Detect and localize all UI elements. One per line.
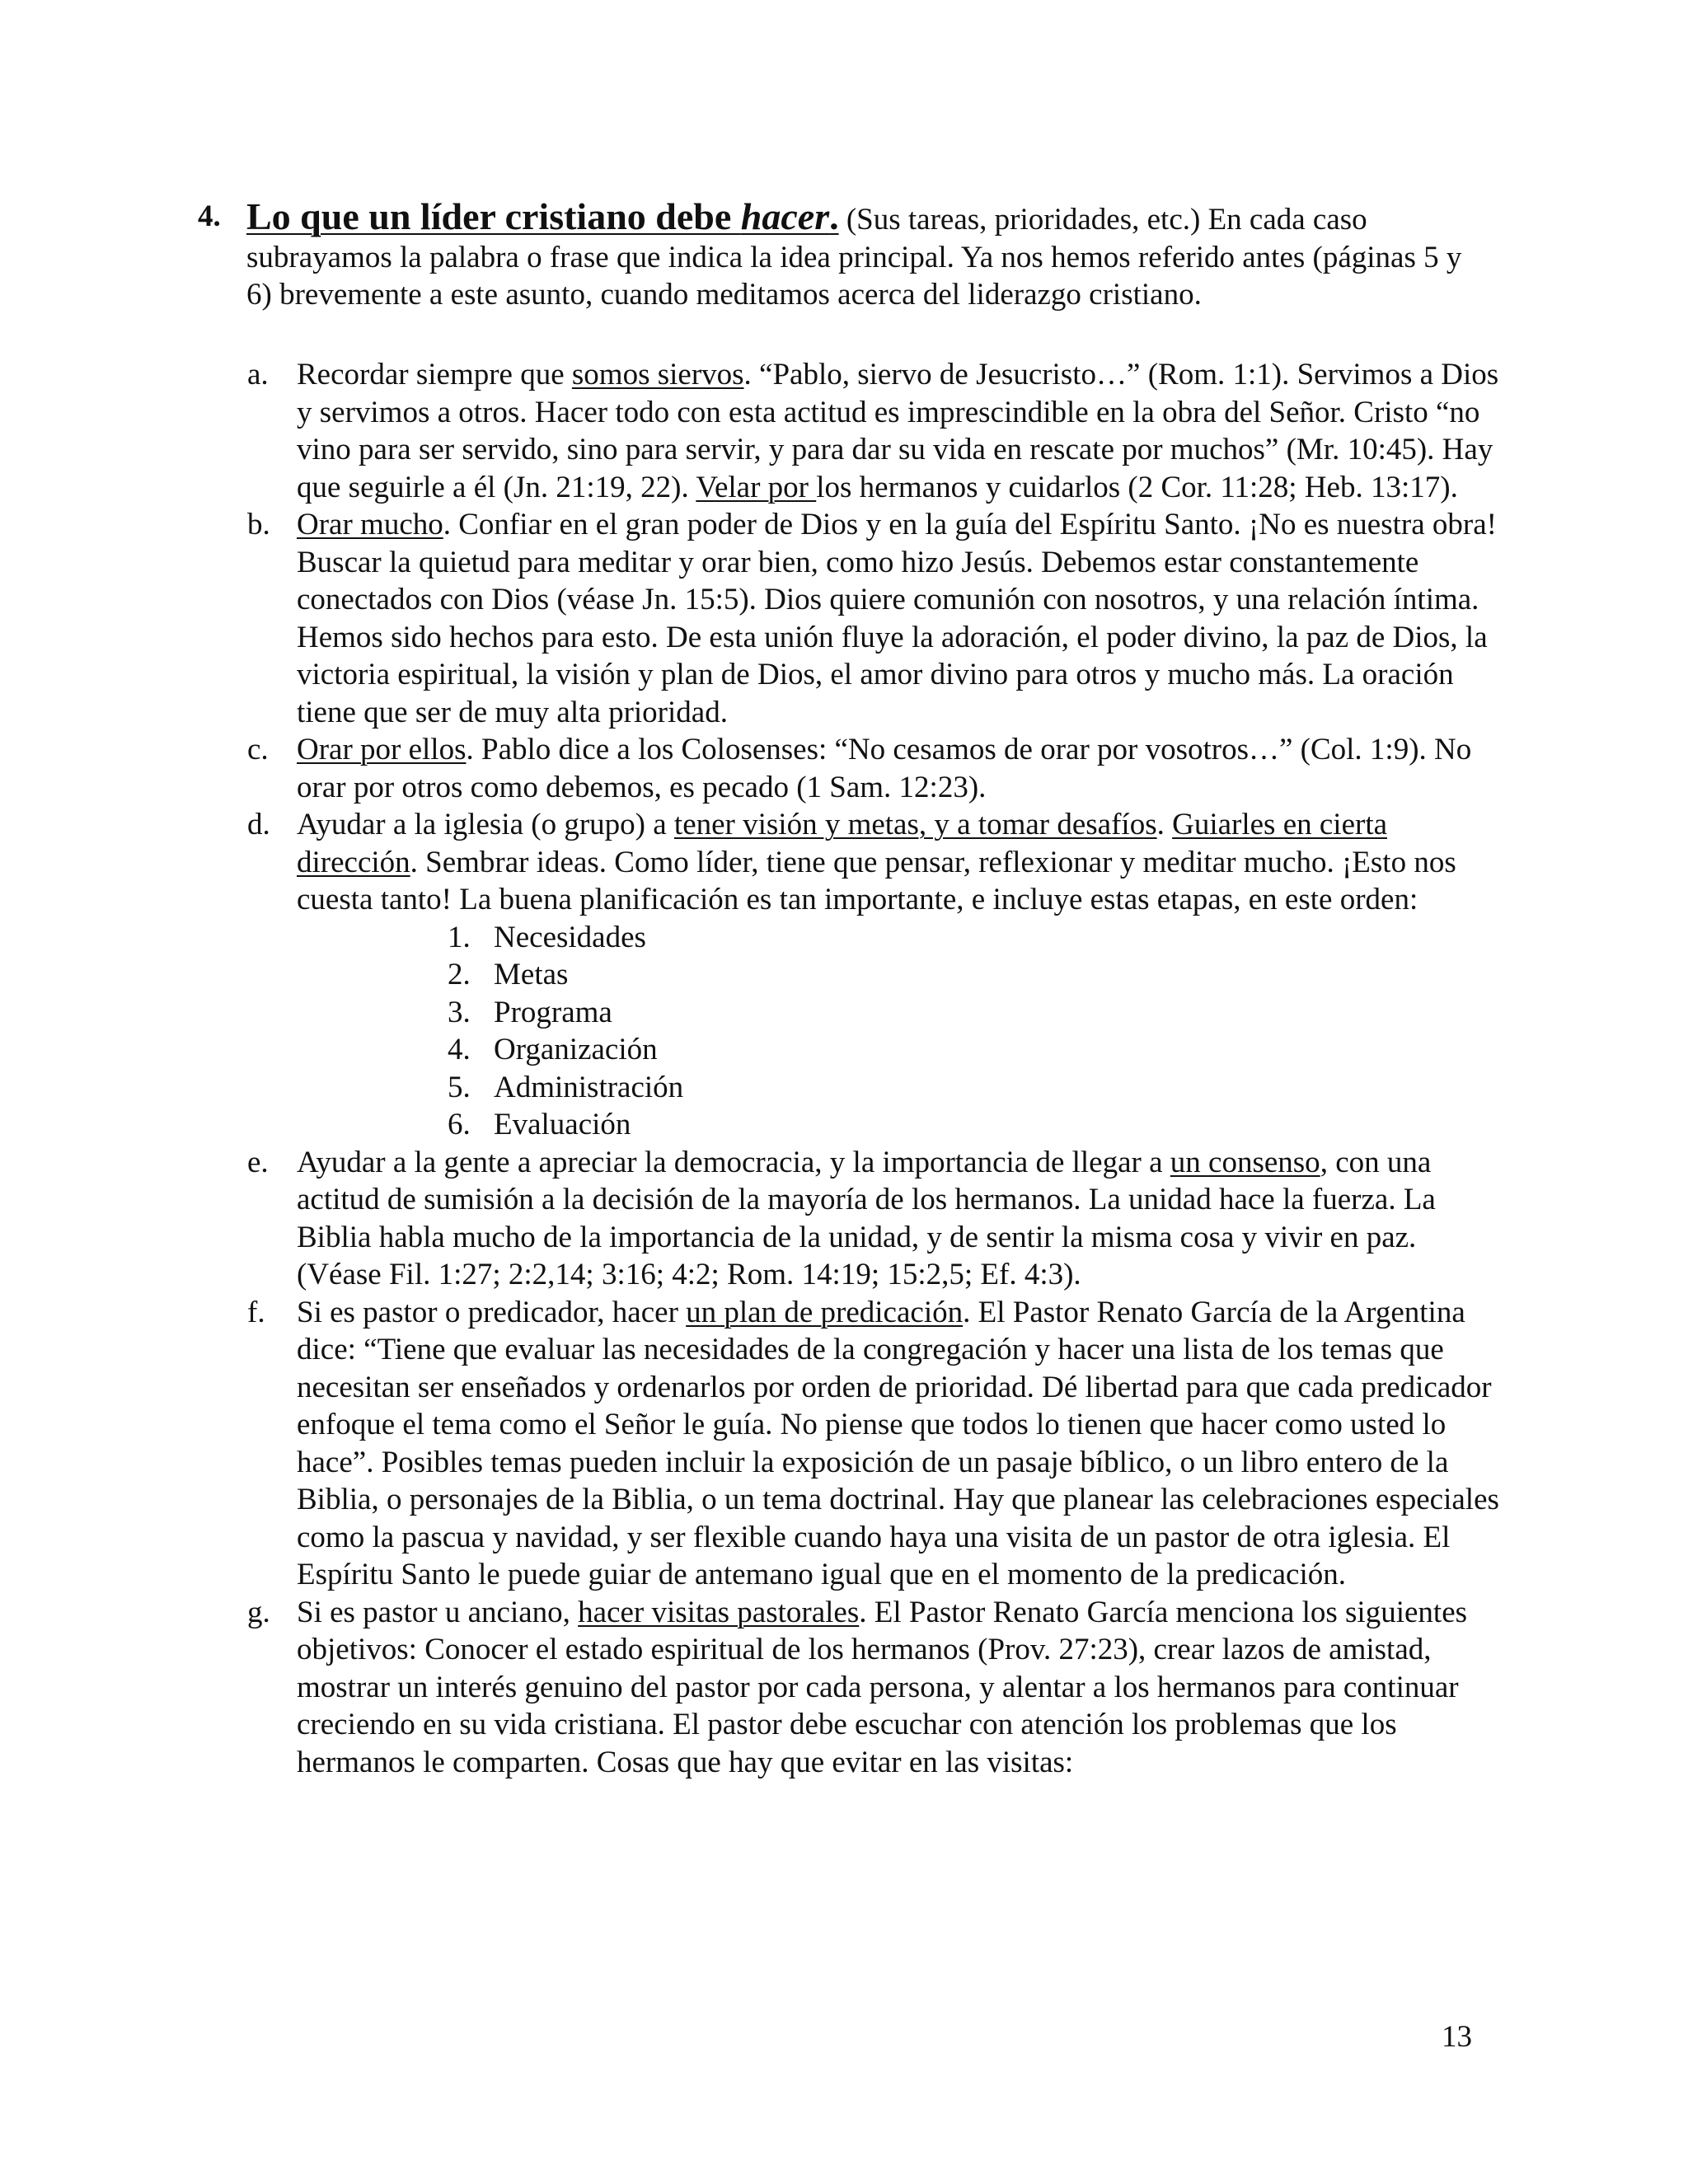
task-list <box>247 356 1500 1781</box>
item-label: c. <box>247 733 269 766</box>
planning-step: 5. Administración <box>448 1070 684 1104</box>
planning-step: 2. Metas <box>448 958 569 991</box>
list-item-c: c. Orar por ellos. Pablo dice a los Colosenses: “No cesamos de orar por vosotros…” (Col. 1:9). No orar por otros como debemos, es pecado (1 Sam. 12:23). <box>247 733 1472 804</box>
key-phrase: Velar por <box>696 470 817 504</box>
key-phrase: tener visión y metas, y a tomar desafíos <box>673 808 1157 841</box>
key-phrase: Guiarles en cierta dirección <box>297 808 1388 879</box>
planning-step: 1. Necesidades <box>448 920 646 954</box>
item-label: f. <box>247 1295 265 1329</box>
list-item-f: f. Si es pastor o predicador, hacer un plan de predicación. El Pastor Renato García de la Argentina dice: “Tiene que evaluar las necesidades de la congregación y hacer una lista de los temas que necesitan ser enseñados y ordenarlos por orden de prioridad. Dé libertad para que cada predicador enfoque el tema como el Señor le guía. No piense que todos lo tienen que hacer como usted lo hace”. Posibles temas pueden incluir la exposición de un pasaje bíblico, o un libro entero de la Biblia, o personajes de la Biblia, o un tema doctrinal. Hay que planear las celebraciones especiales como la pascua y navidad, y ser flexible cuando haya una visita de un pastor de otra iglesia. El Espíritu Santo le puede guiar de antemano igual que en el momento de la predicación. <box>247 1295 1499 1591</box>
page-number: 13 <box>1442 2020 1472 2054</box>
section-number: 4. <box>198 199 221 233</box>
planning-steps-list <box>448 919 1500 1144</box>
list-item-e: e. Ayudar a la gente a apreciar la democracia, y la importancia de llegar a un consenso, con una actitud de sumisión a la decisión de la mayoría de los hermanos. La unidad hace la fuerza. La Biblia habla mucho de la importancia de la unidad, y de sentir la misma cosa y vivir en paz. (Véase Fil. 1:27; 2:2,14; 3:16; 4:2; Rom. 14:19; 15:2,5; Ef. 4:3). <box>247 1145 1436 1291</box>
section-heading: Lo que un líder cristiano debe hacer. <box>246 195 839 237</box>
key-phrase: Orar por ellos <box>297 733 467 766</box>
key-phrase: Orar mucho <box>297 508 443 541</box>
key-phrase: un consenso <box>1170 1145 1320 1179</box>
item-label: e. <box>247 1145 269 1179</box>
list-item-a: a. Recordar siempre que somos siervos. “Pablo, siervo de Jesucristo…” (Rom. 1:1). Servimos a Dios y servimos a otros. Hacer todo con esta actitud es imprescindible en la obra del Señor. Cristo “no vino para ser servido, sino para servir, y para dar su vida en rescate por muchos” (Mr. 10:45). Hay que seguirle a él (Jn. 21:19, 22). Velar por los hermanos y cuidarlos (2 Cor. 11:28; Heb. 13:17). <box>247 358 1499 504</box>
item-label: g. <box>247 1595 270 1629</box>
item-label: a. <box>247 358 269 391</box>
planning-step: 4. Organización <box>448 1033 658 1066</box>
section-4 <box>198 195 1484 314</box>
key-phrase: somos siervos <box>571 358 744 391</box>
key-phrase: un plan de predicación <box>686 1295 964 1329</box>
list-item-d: d. Ayudar a la iglesia (o grupo) a tener visión y metas, y a tomar desafíos. Guiarles en cierta dirección. Sembrar ideas. Como líder, tiene que pensar, reflexionar y meditar mucho. ¡Esto nos cuesta tanto! La buena planificación es tan importante, e incluye estas etapas, en este orden: 1. Necesidades 2. Metas 3. Programa 4. Organización 5. Administración 6. Evaluación <box>247 806 1500 1144</box>
planning-step: 6. Evaluación <box>448 1108 631 1141</box>
item-label: d. <box>247 808 270 841</box>
section-intro-text: (Sus tareas, prioridades, etc.) En cada caso subrayamos la palabra o frase que indica la idea principal. Ya nos hemos referido antes (páginas 5 y 6) brevemente a este asunto, cuando meditamos acerca del liderazgo cristiano. <box>246 203 1462 312</box>
planning-step: 3. Programa <box>448 995 612 1029</box>
item-label: b. <box>247 508 270 541</box>
list-item-g: g. Si es pastor u anciano, hacer visitas pastorales. El Pastor Renato García menciona los siguientes objetivos: Conocer el estado espiritual de los hermanos (Prov. 27:23), crear lazos de amistad, mostrar un interés genuino del pastor por cada persona, y alentar a los hermanos para continuar creciendo en su vida cristiana. El pastor debe escuchar con atención los problemas que los hermanos le comparten. Cosas que hay que evitar en las visitas: <box>247 1595 1468 1779</box>
section-intro-paragraph <box>246 195 1484 314</box>
list-item-b: b. Orar mucho. Confiar en el gran poder de Dios y en la guía del Espíritu Santo. ¡No es nuestra obra! Buscar la quietud para meditar y orar bien, como hizo Jesús. Debemos estar constantemente conectados con Dios (véase Jn. 15:5). Dios quiere comunión con nosotros, y una relación íntima. Hemos sido hechos para esto. De esta unión fluye la adoración, el poder divino, la paz de Dios, la victoria espiritual, la visión y plan de Dios, el amor divino para otros y mucho más. La oración tiene que ser de muy alta prioridad. <box>247 508 1497 729</box>
key-phrase: hacer visitas pastorales <box>578 1595 860 1629</box>
